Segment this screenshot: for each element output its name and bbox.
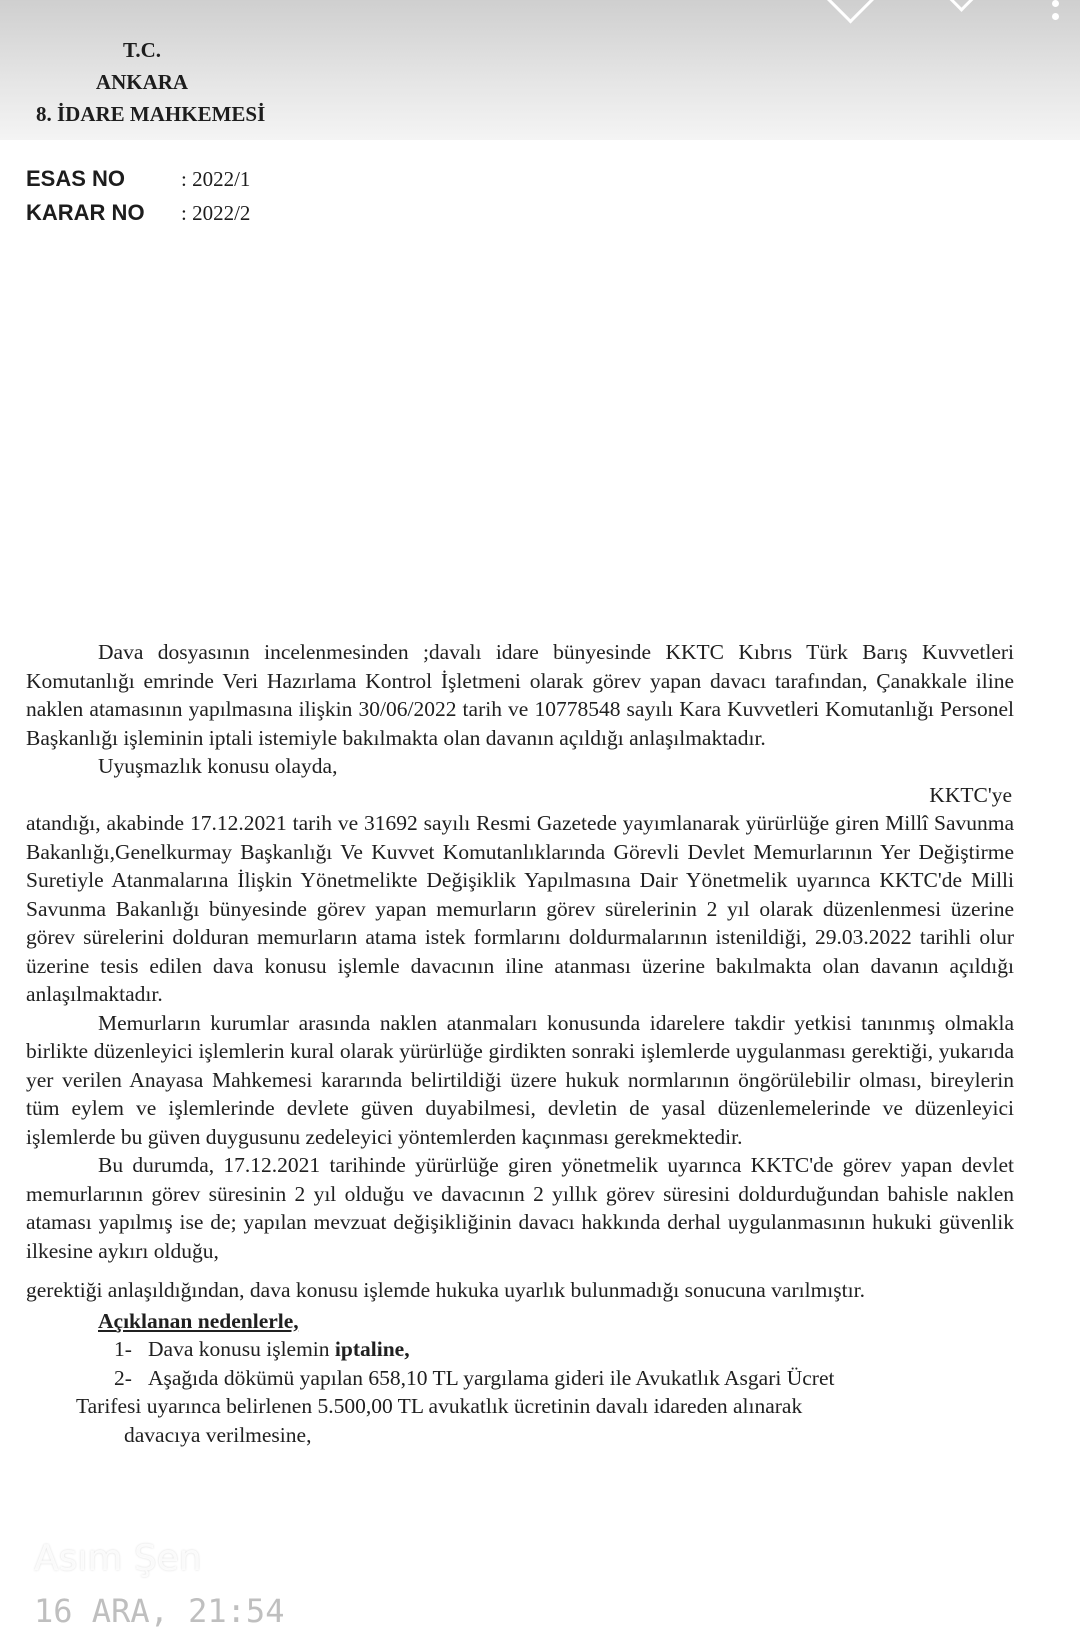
item-1-bold: iptaline, (334, 1337, 410, 1361)
author-watermark: Asım Şen (34, 1538, 202, 1579)
paragraph-3: Memurların kurumlar arasında naklen atanmaları konusunda idarelere takdir yetkisi tanınmış olmakla birlikte düzenleyici işlemlerin kural olarak yürürlüğe girdikten sonraki işlemlerde uygulanması gerektiği, yukarıda yer verilen Anayasa Mahkemesi kararında belirtildiği üzere hukuk normlarının öngörülebilir olması, bireylerin tüm eylem ve işlemlerinde devlete güven duyabilmesi, devletin de yasal düzenlemelerinde ve düzenleyici işlemlerde bu güven duygusunu zedeleyici yöntemlerden kaçınması gerekmektedir. (26, 1010, 1014, 1149)
esas-label: ESAS NO (26, 166, 126, 191)
redacted-gap (26, 1265, 1014, 1272)
republic-line: T.C. (122, 38, 162, 62)
date-watermark: 16 ARA, 21:54 (34, 1592, 285, 1630)
karar-label: KARAR NO (26, 200, 145, 225)
list-item-1 (114, 1335, 1014, 1364)
item-1-text: Dava konusu işlemin (148, 1337, 330, 1361)
item-1-number: 1- (114, 1337, 132, 1361)
case-numbers (26, 162, 250, 230)
paragraph-2-right: KKTC'ye (929, 782, 1012, 807)
city-line: ANKARA (95, 70, 189, 94)
more-options-icon[interactable] (1050, 0, 1060, 26)
paragraph-2-rest: atandığı, akabinde 17.12.2021 tarih ve 31692 sayılı Resmi Gazetede yayımlanarak yürürlüğe giren Millî Savunma Bakanlığı,Genelkurmay Başkanlığı Ve Kuvvet Komutanlıklarında Görevli Devlet Memurlarının Yer Değiştirme Suretiyle Atanmalarına İlişkin Yönetmelikte Değişiklik Yapılmasına Dair Yönetmelik uyarınca KKTC'de Milli Savunma Bakanlığı bünyesinde görev yapan memurların görev sürelerinin 2 yıl olarak düzenlenmesi üzerine görev sürelerini dolduran memurların atama istek formlarını doldurmalarının istenildiği, 29.03.2022 tarihli olur üzerine tesis edilen dava konusu işlemle davacının iline atanması üzerine bakılmakta olan davanın açıldığı anlaşılmaktadır. (26, 811, 1014, 1006)
decision-body (26, 638, 1014, 1449)
paragraph-2-start: Uyuşmazlık konusu olayda, (98, 754, 338, 778)
story-actions (750, 0, 1080, 40)
item-2-text: Aşağıda dökümü yapılan 658,10 TL yargılama gideri ile Avukatlık Asgari Ücret (148, 1365, 835, 1390)
list-item-2-cont: Tarifesi uyarınca belirlenen 5.500,00 TL avukatlık ücretinin davalı idareden alınarak (76, 1394, 803, 1418)
list-item-2-cont2: davacıya verilmesine, (124, 1422, 312, 1447)
court-header (26, 34, 326, 130)
paragraph-1: Dava dosyasının incelenmesinden ;davalı idare bünyesinde KKTC Kıbrıs Türk Barış Kuvvetleri Komutanlığı emrinde Veri Hazırlama Kontrol İşletmeni olarak görev yapan davacı tarafından, Çanakkale iline naklen atamasının yapılmasına ilişkin 30/06/2022 tarih ve 10778548 sayılı Kara Kuvvetleri Komutanlığı Personel Başkanlığı işleminin iptali istemiyle bakılmakta olan davanın açıldığı anlaşılmaktadır. (26, 640, 1014, 750)
list-item-2 (114, 1364, 1014, 1393)
karar-value: : 2022/2 (181, 201, 251, 225)
list-heading: Açıklanan nedenlerle, (98, 1308, 299, 1333)
paragraph-5: gerektiği anlaşıldığından, dava konusu işlemde hukuka uyarlık bulunmadığı sonucuna varılmıştır. (26, 1278, 865, 1302)
esas-value: : 2022/1 (181, 167, 251, 191)
like-icon[interactable] (822, 0, 880, 23)
item-2-number: 2- (114, 1365, 132, 1390)
send-icon[interactable] (938, 0, 985, 12)
court-name: 8. İDARE MAHKEMESİ (36, 102, 266, 126)
paragraph-4: Bu durumda, 17.12.2021 tarihinde yürürlüğe giren yönetmelik uyarınca KKTC'de görev yapan devlet memurlarının görev süresinin 2 yıl olduğu ve davacının 2 yıllık görev süresini doldurduğundan bahisle naklen ataması yapılmış ise de; yapılan mevzuat değişikliğinin davacı hakkında derhal uygulanmasının hukuki güvenlik ilkesine aykırı olduğu, (26, 1153, 1014, 1263)
